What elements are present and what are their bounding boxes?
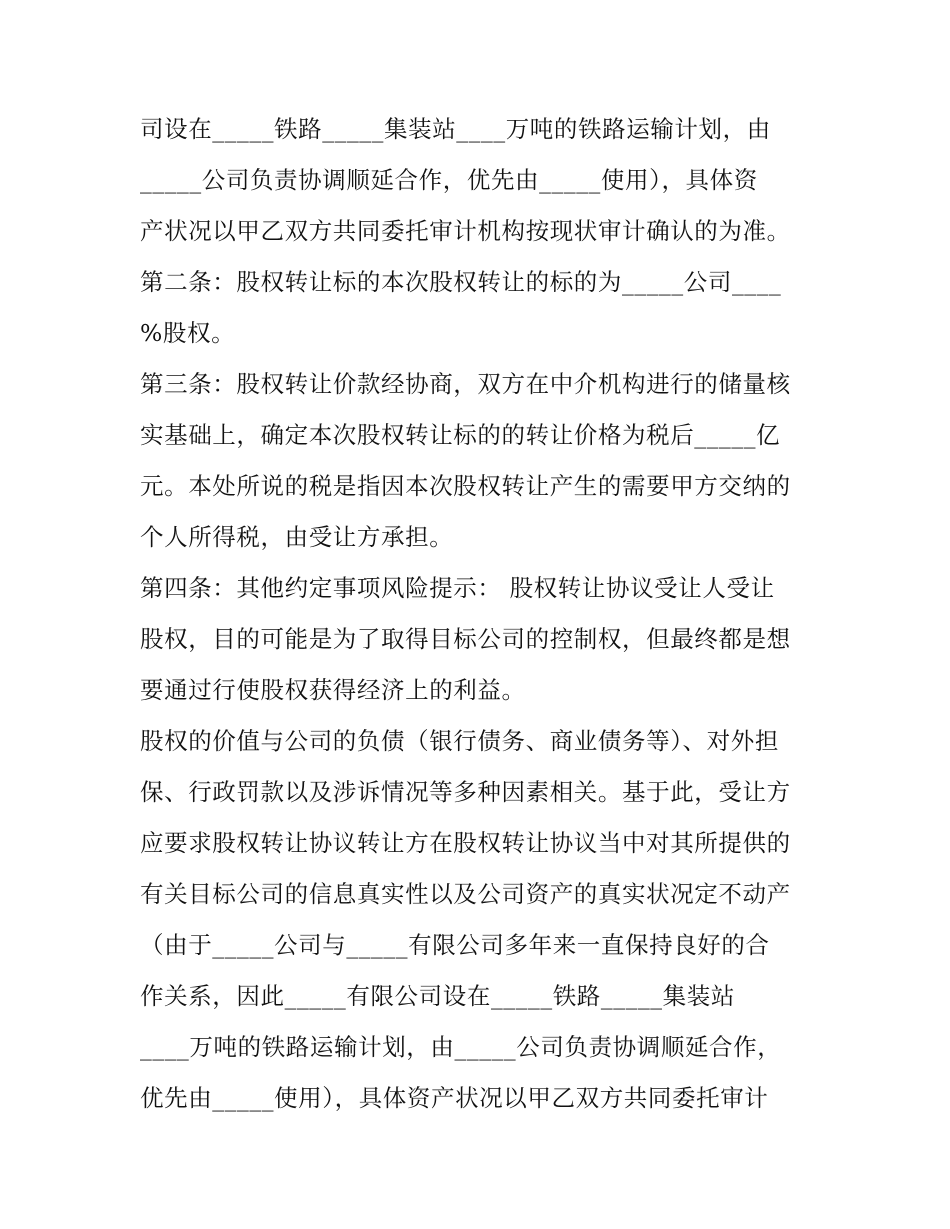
text-line: 实基础上，确定本次股权转让标的的转让价格为税后_____亿 [140,421,781,449]
text-line: _____公司负责协调顺延合作，优先由_____使用），具体资 [140,166,758,194]
text-line: 股权，目的可能是为了取得目标公司的控制权，但最终都是想 [140,625,791,653]
text-line: 作关系，因此_____有限公司设在_____铁路_____集装站 [140,982,735,1010]
text-line: 有关目标公司的信息真实性以及公司资产的真实状况定不动产 [140,880,791,908]
text-line: 第四条：其他约定事项风险提示： 股权转让协议受让人受让 [140,574,775,602]
text-line: 第三条：股权转让价款经协商，双方在中介机构进行的储量核 [140,370,791,398]
text-line: （由于_____公司与_____有限公司多年来一直保持良好的合 [140,931,770,959]
text-line: 要通过行使股权获得经济上的利益。 [140,676,526,704]
document-body [140,104,820,1124]
text-line: 元。本处所说的税是指因本次股权转让产生的需要甲方交纳的 [140,472,791,500]
text-line: %股权。 [140,319,236,347]
text-line: 优先由_____使用），具体资产状况以甲乙双方共同委托审计 [140,1084,769,1112]
text-line: ____万吨的铁路运输计划，由_____公司负责协调顺延合作， [140,1033,782,1061]
text-line: 第二条：股权转让标的本次股权转让的标的为_____公司____ [140,268,782,296]
text-line: 股权的价值与公司的负债（银行债务、商业债务等）、对外担 [140,727,779,755]
text-line: 应要求股权转让协议转让方在股权转让协议当中对其所提供的 [140,829,791,857]
text-line: 产状况以甲乙双方共同委托审计机构按现状审计确认的为准。 [140,217,791,245]
text-line: 个人所得税，由受让方承担。 [140,523,454,551]
text-line: 保、行政罚款以及涉诉情况等多种因素相关。基于此，受让方 [140,778,791,806]
text-line: 司设在_____铁路_____集装站____万吨的铁路运输计划，由 [140,115,771,143]
